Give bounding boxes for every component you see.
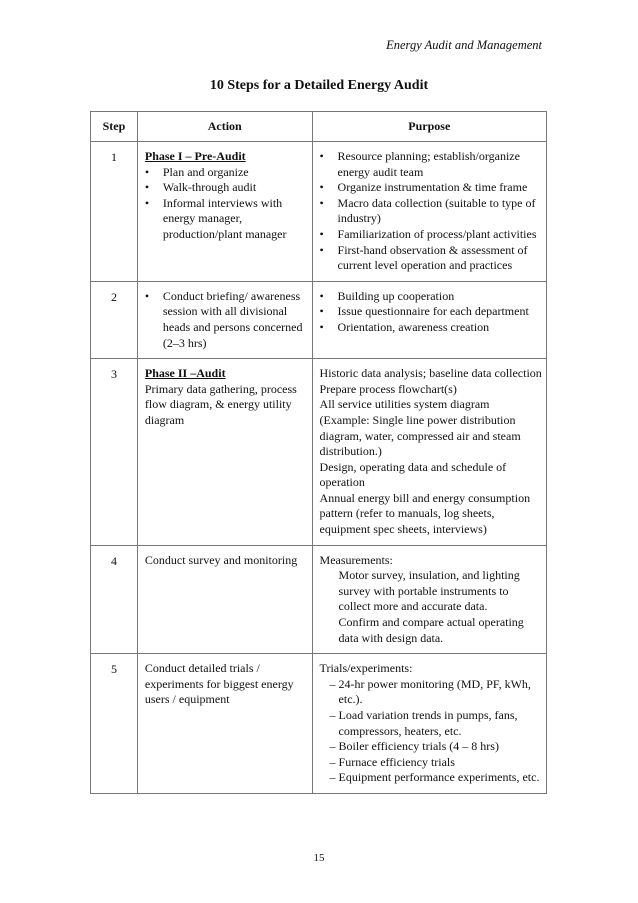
purpose-cell [312,281,546,358]
list-item: • Familiarization of process/plant activities [320,227,542,243]
purpose-line: All service utilities system diagram (Example: Single line power distribution diagram, water, compressed air and steam distribution.) [319,397,521,459]
purpose-heading: Trials/experiments: [319,661,413,676]
action-text: Conduct survey and monitoring [144,552,298,567]
step-number: 4 [91,545,138,654]
step-number: 3 [91,359,138,546]
table-row [91,281,547,358]
action-list [145,165,308,243]
action-cell [137,545,312,654]
action-cell [137,281,312,358]
purpose-line: Annual energy bill and energy consumption pattern (refer to manuals, log sheets, equipment spec sheets, interviews) [319,490,531,537]
list-item: • Conduct briefing/ awareness session with all divisional heads and persons concerned (2–3 hrs) [145,289,308,351]
list-item: • First-hand observation & assessment of current level operation and practices [320,243,542,274]
purpose-line: Motor survey, insulation, and lighting survey with portable instruments to collect more and accurate data. [338,568,520,614]
purpose-line: Design, operating data and schedule of operation [319,459,507,490]
phase-heading: Phase II –Audit [144,366,226,381]
list-item: • Orientation, awareness creation [320,320,542,336]
purpose-cell [312,654,546,794]
step-number: 2 [91,281,138,358]
purpose-cell [312,142,546,282]
list-item: • Resource planning; establish/organize energy audit team [320,149,542,180]
page-title: 10 Steps for a Detailed Energy Audit [209,78,429,93]
list-item: • Building up cooperation [320,289,542,305]
purpose-line: Confirm and compare actual operating data with design data. [338,615,524,645]
purpose-list [320,289,542,336]
step-number: 1 [91,142,138,282]
column-header-purpose: Purpose [312,112,546,142]
action-cell [137,654,312,794]
page-number: 15 [313,852,325,864]
table-row [91,142,547,282]
list-item: • Walk-through audit [145,180,308,196]
purpose-list [320,149,542,274]
column-header-action: Action [137,112,312,142]
table-row [91,654,547,794]
purpose-cell [312,545,546,654]
table-header-row [91,112,547,142]
purpose-line: – Load variation trends in pumps, fans, compressors, heaters, etc. [329,708,518,738]
purpose-heading: Measurements: [319,552,393,567]
table-row [91,359,547,546]
action-text: Conduct detailed trials / experiments for biggest energy users / equipment [144,661,294,707]
purpose-cell [312,359,546,546]
list-item: • Plan and organize [145,165,308,181]
purpose-line: – 24-hr power monitoring (MD, PF, kWh, etc.). [329,676,531,707]
list-item: • Organize instrumentation & time frame [320,180,542,196]
energy-audit-steps-table [90,111,547,794]
phase-heading: Phase I – Pre-Audit [144,149,246,163]
list-item: • Issue questionnaire for each department [320,304,542,320]
purpose-line: – Furnace efficiency trials [329,754,455,769]
running-header: Energy Audit and Management [386,38,542,52]
purpose-line: Prepare process flowchart(s) [319,381,457,396]
action-cell [137,359,312,546]
action-list [145,289,308,351]
action-text: Primary data gathering, process flow diagram, & energy utility diagram [144,381,297,427]
column-header-step: Step [91,112,138,142]
purpose-line: Historic data analysis; baseline data collection [319,366,542,381]
purpose-line: – Equipment performance experiments, etc. [329,770,540,785]
list-item: • Informal interviews with energy manager, production/plant manager [145,196,308,243]
purpose-line: – Boiler efficiency trials (4 – 8 hrs) [329,739,499,754]
table-row [91,545,547,654]
step-number: 5 [91,654,138,794]
list-item: • Macro data collection (suitable to type of industry) [320,196,542,227]
action-cell [137,142,312,282]
